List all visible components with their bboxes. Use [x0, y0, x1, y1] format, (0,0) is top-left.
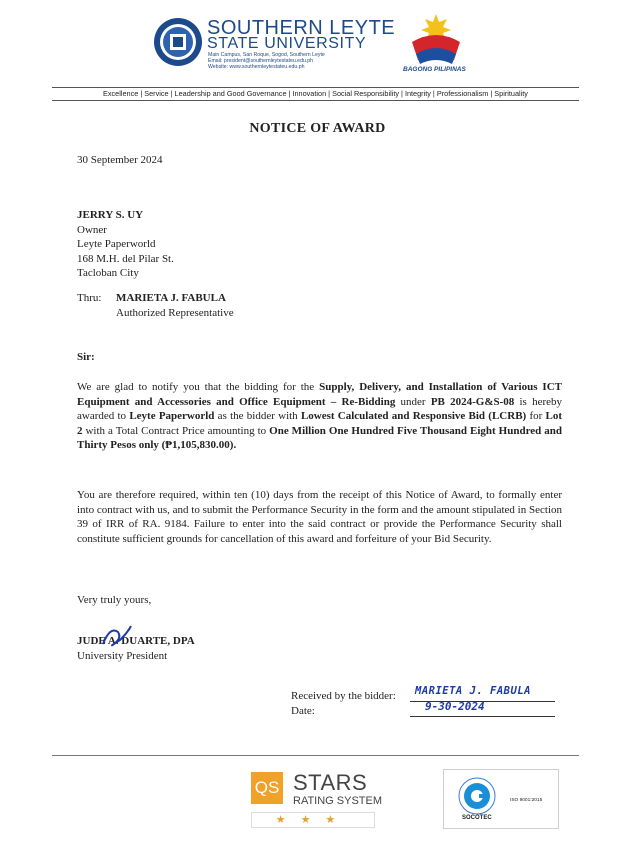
footer-divider	[52, 755, 579, 756]
header-divider-top	[52, 87, 579, 88]
university-seal-logo	[153, 17, 203, 67]
qs-logo-icon: QS	[251, 772, 283, 804]
thru-title: Authorized Representative	[116, 306, 234, 319]
addressee-company: Leyte Paperworld	[77, 238, 156, 251]
signer-title: University President	[77, 649, 168, 662]
addressee-name: JERRY S. UY	[77, 209, 144, 221]
award-paragraph: We are glad to notify you that the bidding for the Supply, Delivery, and Installation of Various ICT Equipment and Accessories and Office Equipment – Re-Bidding under PB 2024-G&S-08 is hereby awarded to Leyte Paperworld as the bidder with Lowest Calculated and Responsive Bid (LCRB) for Lot 2 with a Total Contract Price amounting to One Million One Hundred Five Thousand Eight Hundred and Thirty Pesos only (₱1,105,830.00).	[77, 381, 563, 452]
core-values: Excellence | Service | Leadership and Good Governance | Innovation | Social Responsibility | Integrity | Professionalism | Spirituality	[103, 89, 528, 98]
socotec-globe-icon	[457, 776, 497, 816]
received-date-line	[410, 716, 555, 717]
requirements-paragraph: You are therefore required, within ten (10) days from the receipt of this Notice of Award, to formally enter into contract with us, and to submit the Performance Security in the form and the amount stipulated in Section 39 of IRR of RA. 9184. Failure to enter into the said contract or provide the Performance Security shall constitute sufficient grounds for cancellation of this award and forfeiture of your Bid Security.	[77, 489, 562, 545]
university-name-line2: STATE UNIVERSITY	[207, 35, 367, 52]
bagong-pilipinas-label: BAGONG PILIPINAS	[403, 66, 466, 73]
thru-name: MARIETA J. FABULA	[116, 292, 226, 304]
university-name-line1: SOUTHERN LEYTE	[207, 17, 396, 39]
signer-name: JUDE A. DUARTE, DPA	[77, 635, 195, 647]
thru-block	[116, 291, 234, 320]
received-label: Received by the bidder:	[291, 690, 396, 702]
closing: Very truly yours,	[77, 594, 152, 606]
iso-certification-label: ISO 9001:2015	[510, 798, 543, 803]
addressee-street: 168 M.H. del Pilar St.	[77, 252, 174, 265]
received-block	[291, 689, 396, 718]
document-date: 30 September 2024	[77, 154, 163, 166]
university-address: Main Campus, San Roque, Sogod, Southern Leyte Email: president@southernleytestateu.edu.ph Website: www.southernleytestateu.edu.ph	[208, 52, 325, 70]
date-label: Date:	[291, 704, 315, 717]
salutation: Sir:	[77, 351, 95, 363]
bagong-pilipinas-logo	[406, 10, 466, 66]
addressee-position: Owner	[77, 223, 107, 236]
socotec-label: SOCOTEC	[462, 815, 492, 821]
thru-label: Thru:	[77, 292, 102, 304]
signer-block	[77, 634, 195, 663]
document-title: NOTICE OF AWARD	[249, 121, 386, 136]
handwritten-received-date: 9-30-2024	[425, 700, 485, 713]
handwritten-received-name: MARIETA J. FABULA	[415, 685, 531, 697]
qs-rating-system: RATING SYSTEM	[293, 795, 383, 807]
addressee-city: Tacloban City	[77, 267, 139, 280]
qs-stars-title: STARS	[293, 770, 368, 795]
president-signature-mark	[100, 622, 134, 650]
qs-star-rating: ★★★	[251, 812, 375, 828]
addressee-block	[77, 208, 174, 281]
header-divider-bottom	[52, 100, 579, 101]
